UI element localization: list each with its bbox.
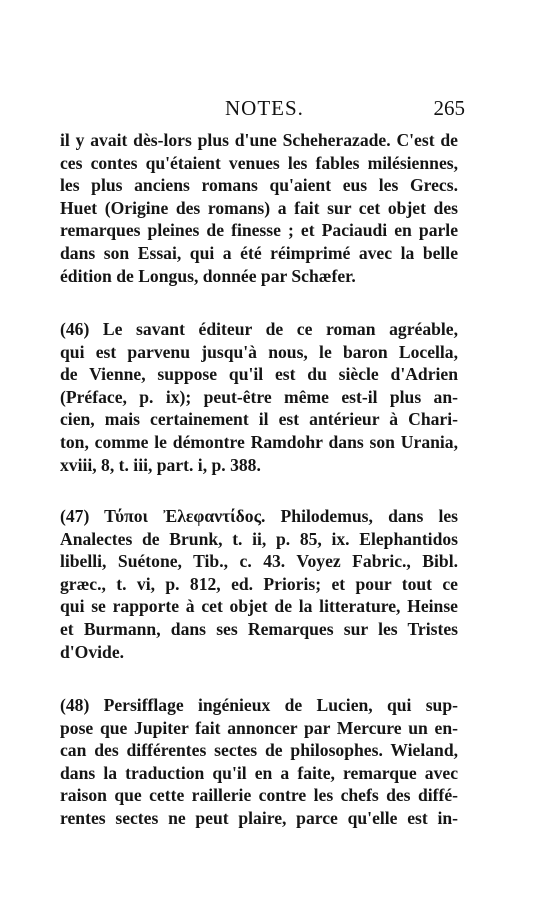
text-line: xviii, 8, t. iii, part. i, p. 388. [60,454,261,475]
text-line: græc., t. vi, p. 812, ed. Prioris; et pour tout ce [60,573,458,594]
text-line: (46) Le savant éditeur de ce roman agréable, [60,319,458,339]
text-line: ces contes qu'étaient venues les fables milésiennes, [60,152,458,173]
text-line: ton, comme le démontre Ramdohr dans son Urania, [60,431,458,452]
running-title: NOTES. [225,96,304,120]
text-line: dans la traduction qu'il en a faite, remarque avec [60,762,458,783]
text-line: il y avait dès-lors plus d'une Scheherazade. C'est de [60,130,458,150]
text-line: remarques pleines de finesse ; et Paciaudi en parle [60,220,458,241]
note-47 [60,505,458,663]
paragraph-continuation [60,129,458,287]
text-line: édition de Longus, donnée par Schæfer. [60,265,356,286]
note-48 [60,694,458,830]
text-line: qui est parvenu jusqu'à nous, le baron Locella, [60,341,458,362]
page-header [60,96,465,124]
text-line: de Vienne, suppose qu'il est du siècle d'Adrien [60,364,458,385]
text-line: can des différentes sectes de philosophes. Wieland, [60,740,458,761]
text-line: les plus anciens romans qu'aient eus les Grecs. [60,175,458,196]
text-line: libelli, Suétone, Tib., c. 43. Voyez Fabric., Bibl. [60,551,458,572]
text-line: (47) Τύποι Ἐλεφαντίδος. Philodemus, dans les [60,506,458,526]
text-line: (Préface, p. ix); peut-être même est-il plus an- [60,386,458,407]
note-46 [60,318,458,476]
text-line: (48) Persifflage ingénieux de Lucien, qui sup- [60,695,458,715]
text-line: qui se rapporte à cet objet de la litterature, Heinse [60,596,458,617]
text-line: Analectes de Brunk, t. ii, p. 85, ix. Elephantidos [60,528,458,549]
text-line: Huet (Origine des romans) a fait sur cet objet des [60,197,458,218]
text-line: pose que Jupiter fait annoncer par Mercure un en- [60,717,458,738]
text-line: rentes sectes ne peut plaire, parce qu'elle est in- [60,807,458,828]
text-line: d'Ovide. [60,641,125,662]
text-line: et Burmann, dans ses Remarques sur les Tristes [60,618,458,639]
page-number: 265 [433,96,465,120]
text-line: dans son Essai, qui a été réimprimé avec la belle [60,242,458,263]
text-line: raison que cette raillerie contre les chefs des diffé- [60,785,458,806]
text-line: cien, mais certainement il est antérieur à Chari- [60,409,458,430]
